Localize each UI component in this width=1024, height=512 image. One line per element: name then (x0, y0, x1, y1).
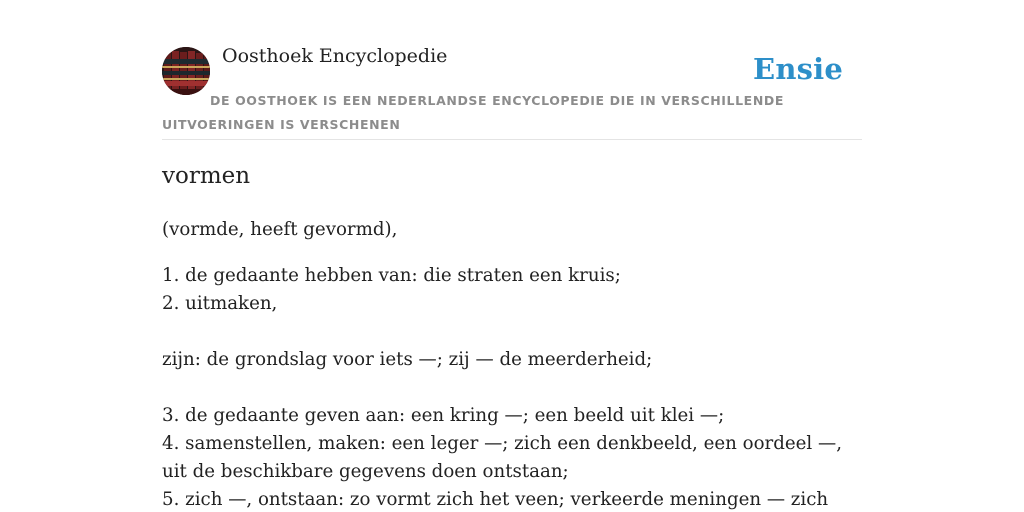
definition-line: 1. de gedaante hebben van: die straten een kruis; (162, 265, 621, 286)
definition-line: 4. samenstellen, maken: een leger —; zich een denkbeeld, een oordeel —, uit de beschikbare gegevens doen ontstaan; (162, 433, 842, 482)
site-header (162, 0, 862, 140)
page (162, 0, 862, 512)
site-name[interactable]: Oosthoek Encyclopedie (222, 45, 448, 67)
definition-line: zijn: de grondslag voor iets —; zij — de meerderheid; (162, 349, 653, 370)
entry-term: vormen (162, 163, 251, 189)
encyclopedia-books-icon (162, 47, 210, 95)
avatar[interactable] (162, 47, 210, 95)
definition-line: 3. de gedaante geven aan: een kring —; een beeld uit klei —; (162, 405, 725, 426)
entry-definition (162, 216, 862, 512)
brand-logo[interactable]: Ensie (753, 52, 843, 86)
definition-line: 5. zich —, ontstaan: zo vormt zich het veen; verkeerde meningen — zich (162, 489, 829, 510)
site-tagline: DE OOSTHOEK IS EEN NEDERLANDSE ENCYCLOPEDIE DIE IN VERSCHILLENDE UITVOERINGEN IS VERSCHENEN (162, 93, 784, 132)
line-gap (162, 318, 862, 346)
line-gap (162, 374, 862, 402)
definition-line: 2. uitmaken, (162, 293, 278, 314)
entry-intro: (vormde, heeft gevormd), (162, 219, 398, 240)
